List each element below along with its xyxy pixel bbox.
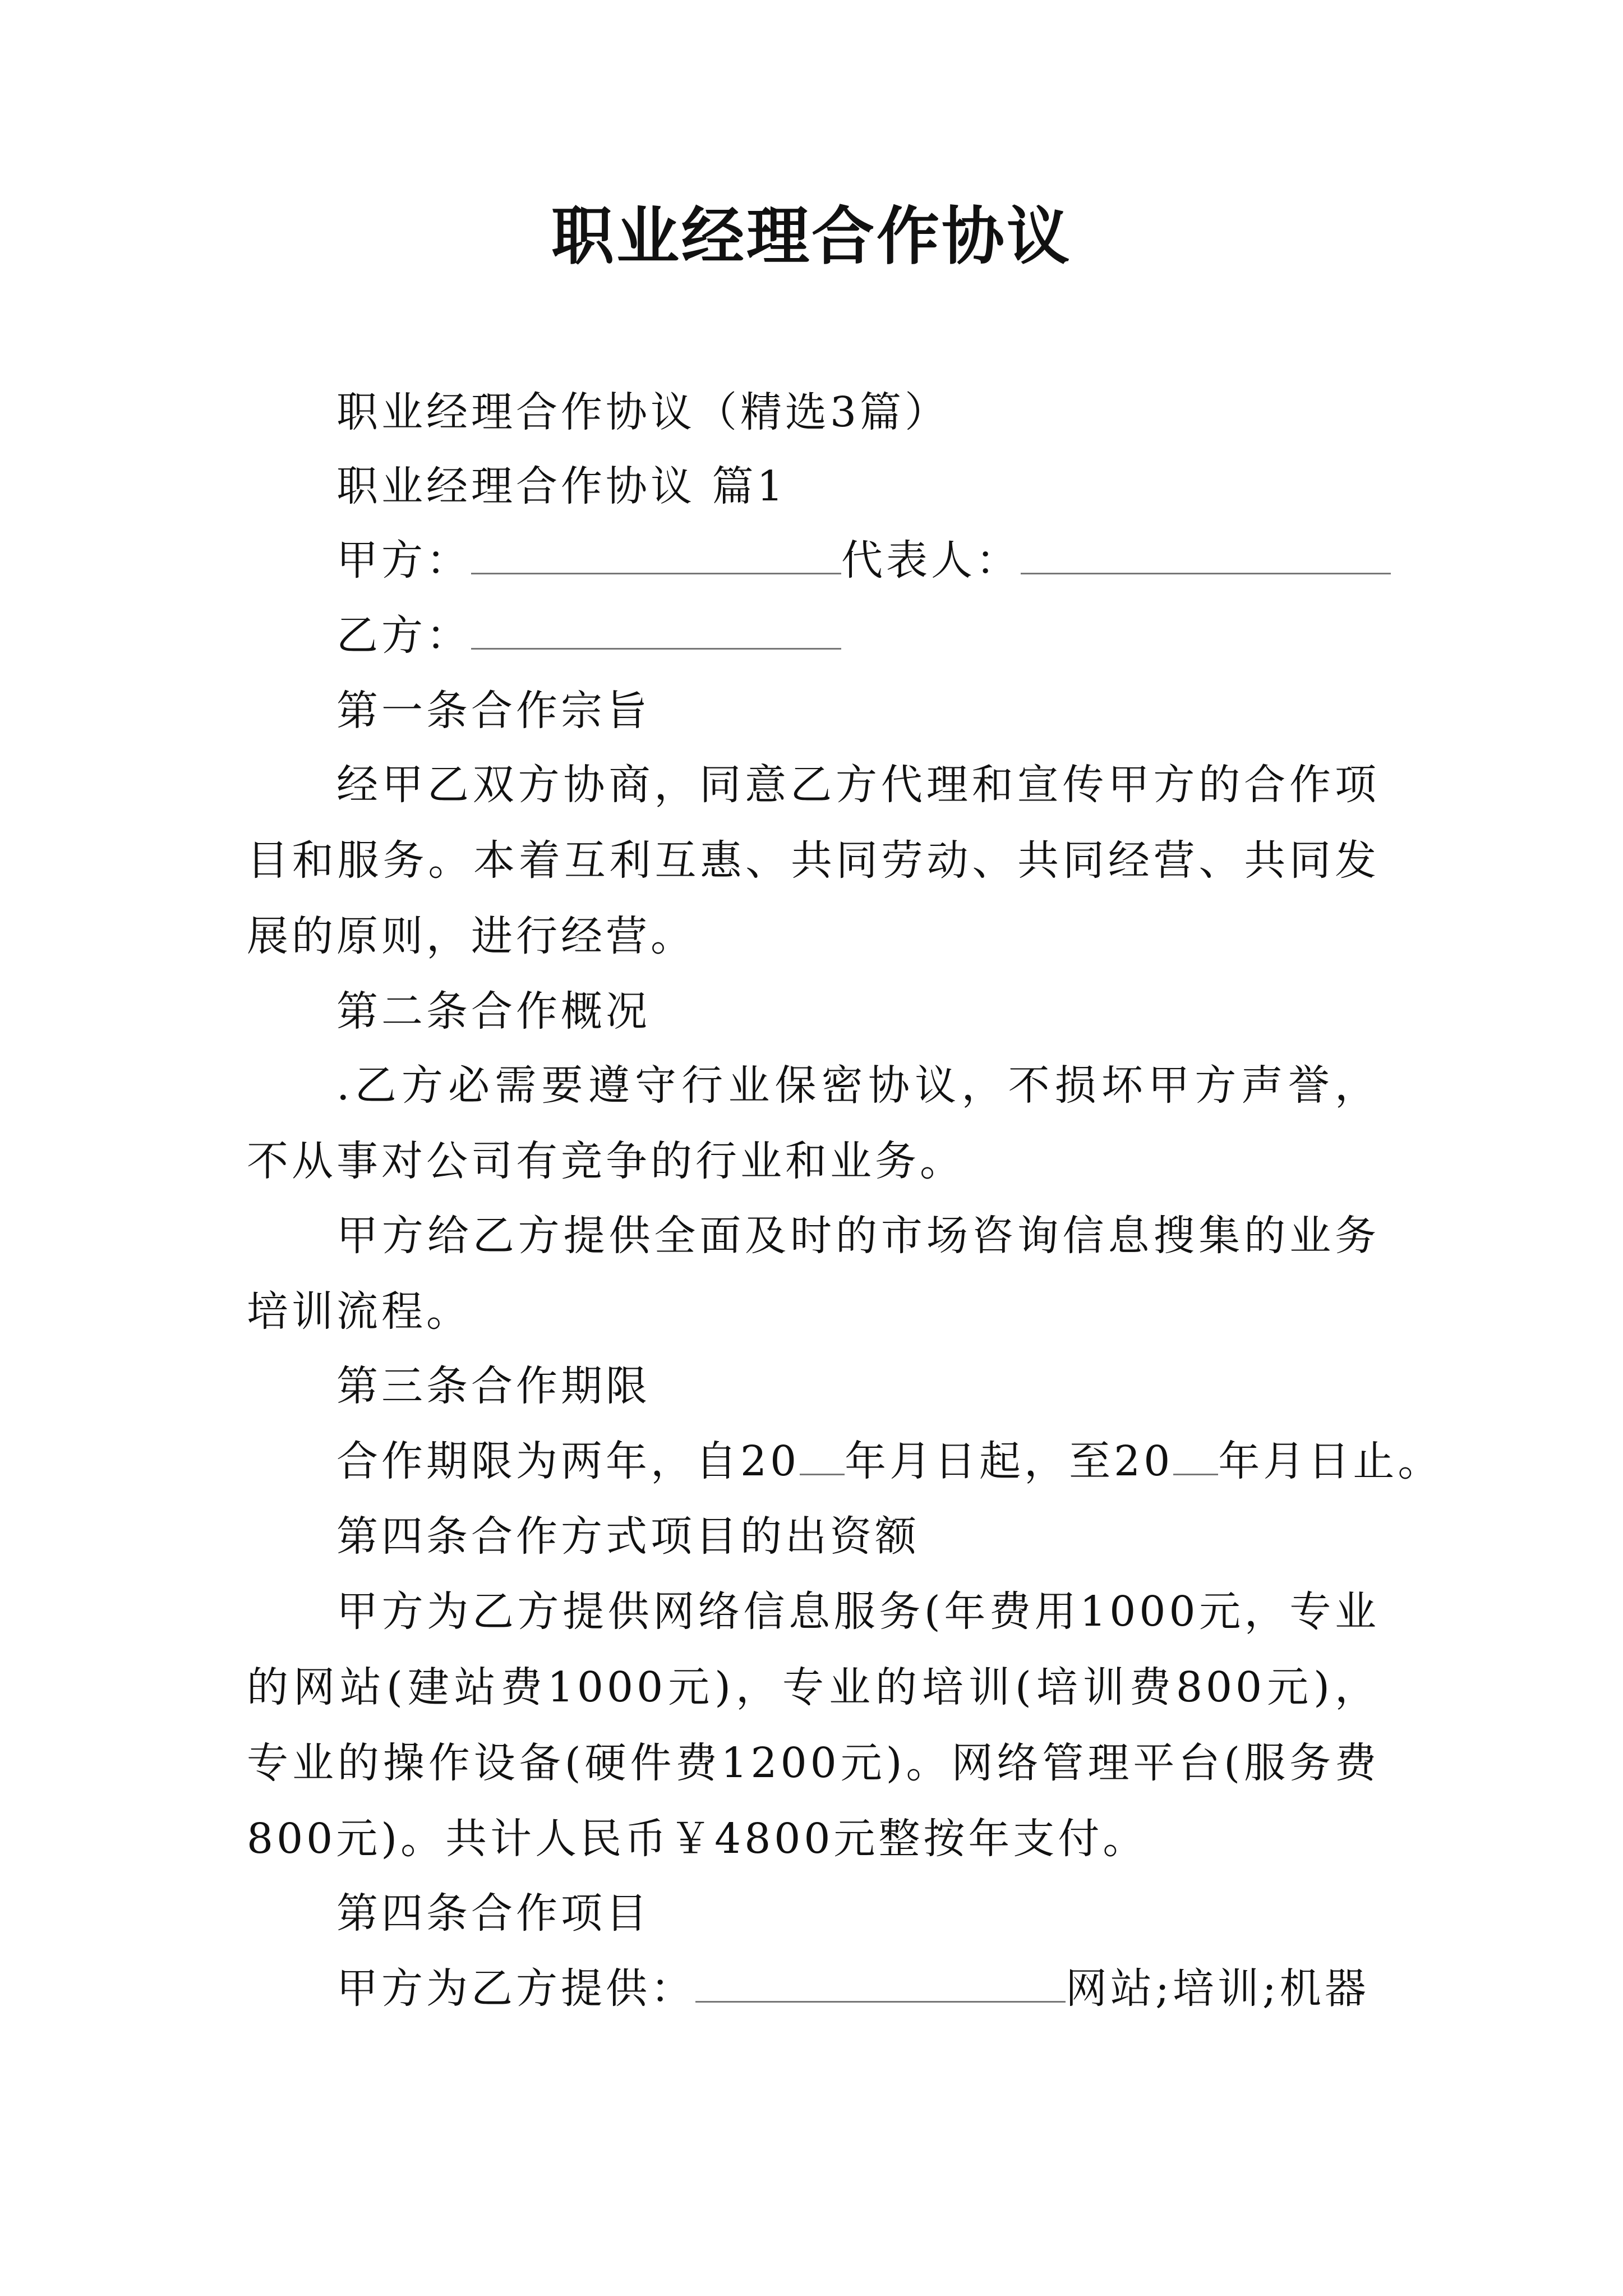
article2-body-2: 甲方给乙方提供全面及时的市场咨询信息搜集的业务培训流程。 [247,1212,1380,1336]
representative-label: 代表人： [841,536,1021,585]
article4-title: 第四条合作方式项目的出资额 [336,1512,920,1561]
representative-blank [1021,540,1391,574]
article3-body [336,1424,1442,1499]
section-heading: 职业经理合作协议 篇1 [336,462,787,510]
article3-part2: 年月日起，至20 [845,1437,1174,1485]
year-blank-1 [800,1441,845,1475]
article2-body-1: .乙方必需要遵守行业保密协议，不损坏甲方声誉，不从事对公司有竞争的行业和业务。 [247,1061,1380,1185]
party-line [336,523,1391,599]
article2-title: 第二条合作概况 [336,987,651,1036]
party-a-label: 甲方： [336,536,471,585]
document-subtitle: 职业经理合作协议（精选3篇） [336,388,950,436]
party-a-blank [471,540,841,574]
article3-part3: 年月日止。 [1218,1437,1443,1485]
article4b-blank [695,1968,1066,2003]
article4b-suffix: 网站;培训;机器 [1066,1964,1370,2013]
party-b-blank [471,615,841,650]
party-b-line [336,598,841,674]
article4b-prefix: 甲方为乙方提供： [336,1964,695,2013]
document-title: 职业经理合作协议 [551,200,1072,273]
article1-title: 第一条合作宗旨 [336,687,651,735]
year-blank-2 [1173,1441,1218,1475]
article4b-title: 第四条合作项目 [336,1889,651,1938]
article3-part1: 合作期限为两年，自20 [336,1437,800,1485]
article4-body: 甲方为乙方提供网络信息服务(年费用1000元，专业的网站(建站费1000元)，专业的培训(培训费800元)，专业的操作设备(硬件费1200元)。网络管理平台(服务费800元)。共计人民币￥4800元整按年支付。 [247,1588,1380,1863]
party-b-label: 乙方： [336,611,471,660]
article3-title: 第三条合作期限 [336,1362,651,1410]
article4b-body [336,1951,1370,2027]
article1-body: 经甲乙双方协商，同意乙方代理和宣传甲方的合作项目和服务。本着互利互惠、共同劳动、共同经营、共同发展的原则，进行经营。 [247,761,1380,960]
